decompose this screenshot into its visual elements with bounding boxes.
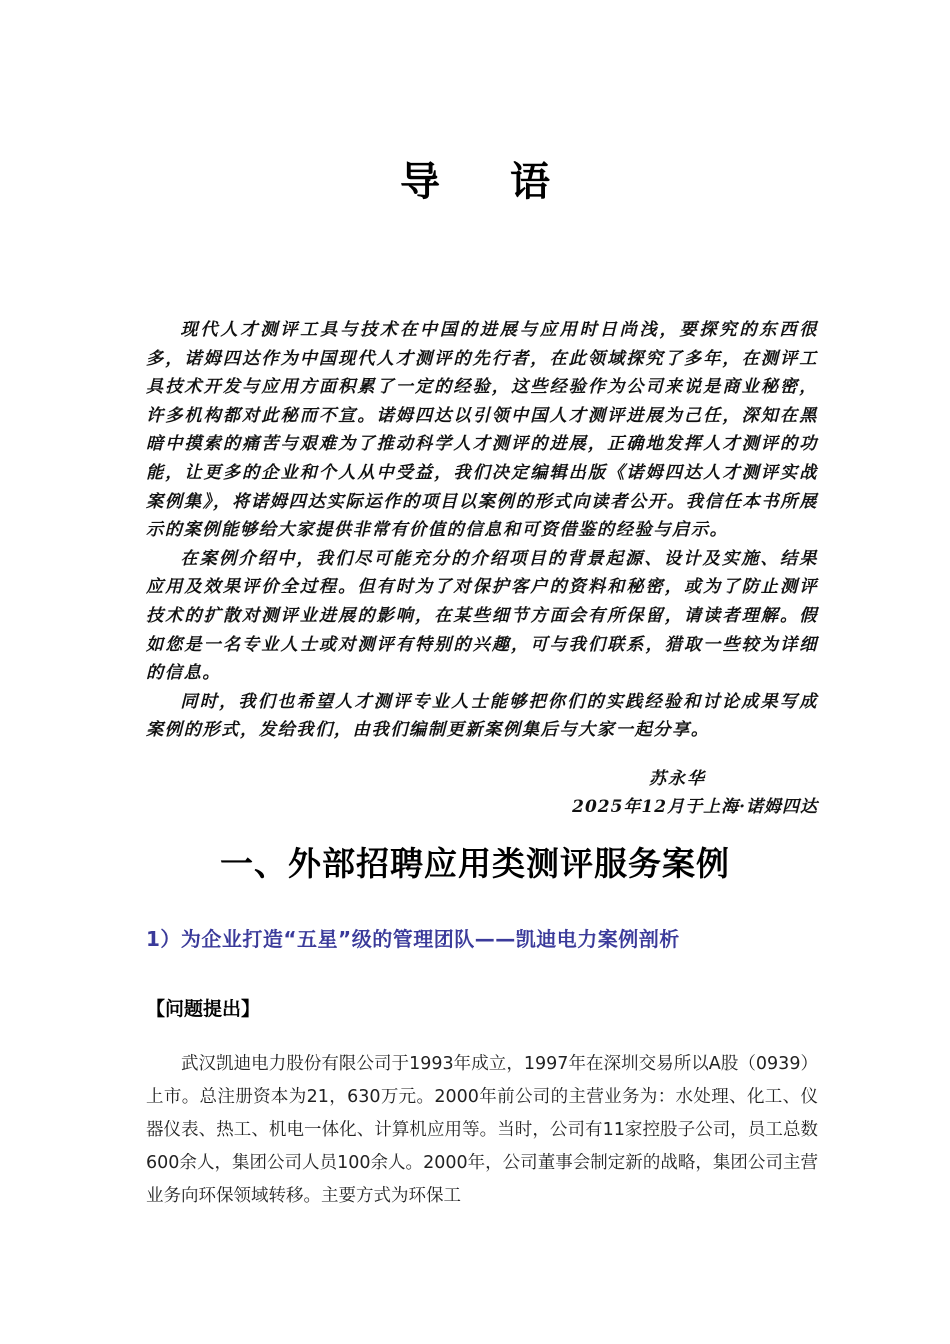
intro-title: 导 语 bbox=[400, 159, 578, 205]
problem-heading: 【问题提出】 bbox=[146, 998, 261, 1020]
signature-name: 苏永华 bbox=[649, 769, 706, 789]
case-title: 1）为企业打造“五星”级的管理团队——凯迪电力案例剖析 bbox=[146, 927, 680, 951]
body-text bbox=[146, 1048, 818, 1213]
body-paragraph: 武汉凯迪电力股份有限公司于1993年成立，1997年在深圳交易所以A股（0939）上市。总注册资本为21，630万元。2000年前公司的主营业务为：水处理、化工、仪器仪表、热工、机电一体化、计算机应用等。当时，公司有11家控股子公司，员工总数600余人，集团公司人员100余人。2000年，公司董事会制定新的战略，集团公司主营业务向环保领域转移。主要方式为环保工 bbox=[146, 1054, 818, 1206]
signature-date: 2025年12月于上海·诺姆四达 bbox=[572, 797, 818, 817]
intro-text bbox=[146, 316, 818, 745]
intro-paragraph: 现代人才测评工具与技术在中国的进展与应用时日尚浅，要探究的东西很多，诺姆四达作为中国现代人才测评的先行者，在此领域探究了多年，在测评工具技术开发与应用方面积累了一定的经验，这些经验作为公司来说是商业秘密，许多机构都对此秘而不宣。诺姆四达以引领中国人才测评进展为己任，深知在黑暗中摸索的痛苦与艰难为了推动科学人才测评的进展，正确地发挥人才测评的功能，让更多的企业和个人从中受益，我们决定编辑出版《诺姆四达人才测评实战案例集》，将诺姆四达实际运作的项目以案例的形式向读者公开。我信任本书所展示的案例能够给大家提供非常有价值的信息和可资借鉴的经验与启示。 bbox=[146, 320, 818, 541]
section-heading: 一、外部招聘应用类测评服务案例 bbox=[220, 844, 730, 883]
intro-paragraph: 同时，我们也希望人才测评专业人士能够把你们的实践经验和讨论成果写成案例的形式，发给我们，由我们编制更新案例集后与大家一起分享。 bbox=[146, 691, 818, 741]
intro-paragraph: 在案例介绍中，我们尽可能充分的介绍项目的背景起源、设计及实施、结果应用及效果评价全过程。但有时为了对保护客户的资料和秘密，或为了防止测评技术的扩散对测评业进展的影响，在某些细节方面会有所保留，请读者理解。假如您是一名专业人士或对测评有特别的兴趣，可与我们联系，猎取一些较为详细的信息。 bbox=[146, 548, 818, 684]
